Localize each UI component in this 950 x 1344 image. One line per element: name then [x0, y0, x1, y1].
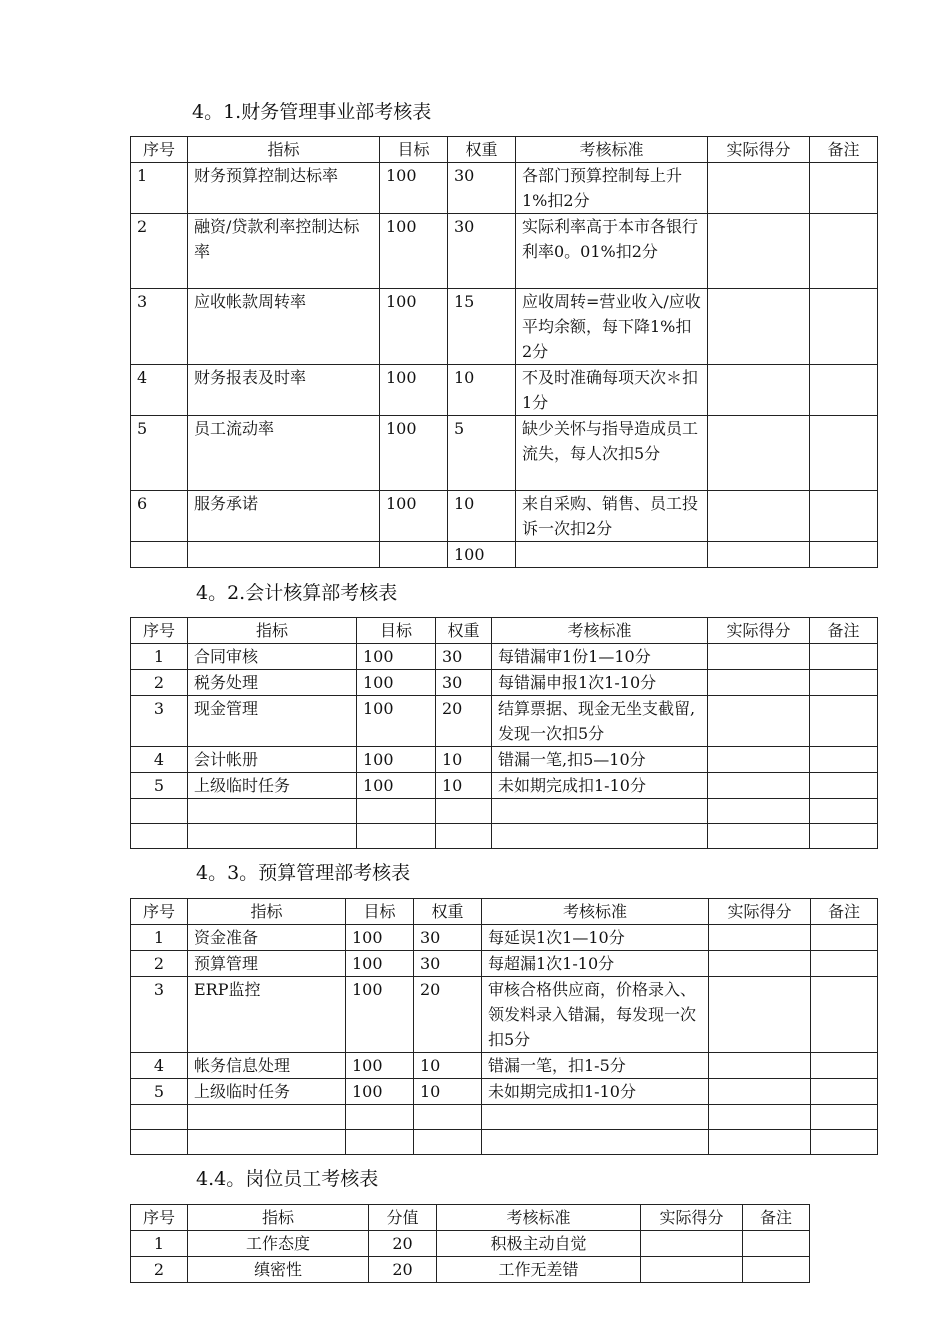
empty-cell	[811, 1105, 878, 1130]
header-cell: 指标	[188, 137, 380, 163]
header-cell: 指标	[188, 1205, 369, 1231]
note-cell	[810, 365, 878, 416]
note-cell	[743, 1231, 810, 1257]
metric-cell: 帐务信息处理	[188, 1053, 346, 1079]
metric-cell: 工作态度	[188, 1231, 369, 1257]
criteria-cell: 每错漏审1份1—10分	[492, 644, 708, 670]
finance-dept-table	[130, 136, 878, 568]
target-cell: 100	[346, 925, 414, 951]
empty-cell	[414, 1130, 482, 1155]
score-cell	[708, 670, 810, 696]
criteria-cell: 每错漏申报1次1-10分	[492, 670, 708, 696]
target-cell: 100	[380, 365, 448, 416]
header-cell: 指标	[188, 899, 346, 925]
index-cell: 1	[131, 1231, 188, 1257]
empty-cell	[810, 799, 878, 824]
index-cell: 6	[131, 491, 188, 542]
index-cell: 1	[131, 925, 188, 951]
criteria-cell: 错漏一笔，扣1-5分	[482, 1053, 709, 1079]
index-cell: 3	[131, 977, 188, 1053]
score-cell	[708, 289, 810, 365]
empty-cell	[357, 824, 436, 849]
empty-cell	[131, 824, 188, 849]
header-cell: 考核标准	[437, 1205, 641, 1231]
empty-cell	[492, 799, 708, 824]
table-row	[131, 163, 878, 214]
criteria-cell: 来自采购、销售、员工投诉一次扣2分	[516, 491, 708, 542]
criteria-cell: 错漏一笔,扣5—10分	[492, 747, 708, 773]
criteria-cell: 工作无差错	[437, 1257, 641, 1283]
target-cell	[380, 542, 448, 568]
target-cell: 100	[357, 644, 436, 670]
empty-cell	[414, 1105, 482, 1130]
empty-cell	[188, 824, 357, 849]
header-cell: 权重	[448, 137, 516, 163]
criteria-cell: 审核合格供应商，价格录入、领发料录入错漏，每发现一次扣5分	[482, 977, 709, 1053]
target-cell: 100	[357, 773, 436, 799]
empty-row	[131, 824, 878, 849]
weight-cell: 30	[414, 951, 482, 977]
score-cell	[708, 416, 810, 491]
header-cell: 实际得分	[641, 1205, 743, 1231]
weight-cell: 10	[448, 365, 516, 416]
budget-dept-table	[130, 898, 878, 1155]
empty-cell	[357, 799, 436, 824]
note-cell	[810, 773, 878, 799]
criteria-cell: 每超漏1次1-10分	[482, 951, 709, 977]
score-cell	[708, 491, 810, 542]
header-cell: 实际得分	[708, 618, 810, 644]
weight-cell: 30	[436, 670, 492, 696]
metric-cell: 融资/贷款利率控制达标率	[188, 214, 380, 289]
empty-cell	[188, 1130, 346, 1155]
score-cell	[708, 696, 810, 747]
header-cell: 实际得分	[708, 137, 810, 163]
score-cell	[709, 1053, 811, 1079]
target-cell: 100	[346, 1053, 414, 1079]
index-cell: 1	[131, 163, 188, 214]
note-cell	[810, 163, 878, 214]
header-cell: 目标	[346, 899, 414, 925]
header-cell: 序号	[131, 1205, 188, 1231]
score-cell	[641, 1257, 743, 1283]
index-cell: 4	[131, 1053, 188, 1079]
empty-cell	[709, 1130, 811, 1155]
index-cell: 3	[131, 289, 188, 365]
weight-cell: 30	[436, 644, 492, 670]
note-cell	[810, 747, 878, 773]
empty-row	[131, 799, 878, 824]
weight-cell: 30	[448, 214, 516, 289]
table-row	[131, 365, 878, 416]
empty-cell	[436, 824, 492, 849]
target-cell: 100	[357, 696, 436, 747]
section-1-title: 4。1.财务管理事业部考核表	[192, 101, 432, 123]
empty-cell	[482, 1105, 709, 1130]
note-cell	[810, 289, 878, 365]
metric-cell: 财务预算控制达标率	[188, 163, 380, 214]
weight-total-cell: 100	[448, 542, 516, 568]
metric-cell: 缜密性	[188, 1257, 369, 1283]
metric-cell: ERP监控	[188, 977, 346, 1053]
index-cell: 5	[131, 1079, 188, 1105]
note-cell	[810, 416, 878, 491]
score-cell	[708, 773, 810, 799]
note-cell	[811, 1053, 878, 1079]
table-header-row	[131, 137, 878, 163]
target-cell: 100	[357, 747, 436, 773]
metric-cell: 上级临时任务	[188, 773, 357, 799]
note-cell	[811, 977, 878, 1053]
note-cell	[811, 925, 878, 951]
header-cell: 目标	[380, 137, 448, 163]
table-row	[131, 644, 878, 670]
empty-cell	[346, 1130, 414, 1155]
header-cell: 备注	[810, 618, 878, 644]
metric-cell: 会计帐册	[188, 747, 357, 773]
metric-cell: 应收帐款周转率	[188, 289, 380, 365]
target-cell: 100	[380, 214, 448, 289]
score-cell	[709, 977, 811, 1053]
header-cell: 目标	[357, 618, 436, 644]
table-row	[131, 1053, 878, 1079]
metric-cell: 现金管理	[188, 696, 357, 747]
target-cell: 100	[380, 416, 448, 491]
target-cell: 100	[346, 951, 414, 977]
index-cell: 2	[131, 951, 188, 977]
table-row	[131, 214, 878, 289]
criteria-cell: 缺少关怀与指导造成员工流失，每人次扣5分	[516, 416, 708, 491]
points-cell: 20	[369, 1231, 437, 1257]
section-3-title: 4。3。预算管理部考核表	[196, 862, 411, 884]
empty-cell	[131, 799, 188, 824]
header-cell: 备注	[811, 899, 878, 925]
index-cell: 2	[131, 214, 188, 289]
target-cell: 100	[380, 289, 448, 365]
header-cell: 序号	[131, 899, 188, 925]
table-row	[131, 747, 878, 773]
header-cell: 序号	[131, 137, 188, 163]
table-row	[131, 289, 878, 365]
criteria-cell: 未如期完成扣1-10分	[482, 1079, 709, 1105]
index-cell: 3	[131, 696, 188, 747]
points-cell: 20	[369, 1257, 437, 1283]
note-cell	[810, 644, 878, 670]
empty-cell	[482, 1130, 709, 1155]
weight-cell: 10	[436, 773, 492, 799]
header-cell: 权重	[436, 618, 492, 644]
table-header-row	[131, 618, 878, 644]
index-cell: 2	[131, 1257, 188, 1283]
header-cell: 考核标准	[516, 137, 708, 163]
index-cell: 4	[131, 747, 188, 773]
score-cell	[709, 951, 811, 977]
target-cell: 100	[380, 491, 448, 542]
empty-row	[131, 1130, 878, 1155]
table-row	[131, 491, 878, 542]
table-header-row	[131, 899, 878, 925]
weight-cell: 10	[414, 1079, 482, 1105]
score-cell	[709, 925, 811, 951]
score-cell	[709, 1079, 811, 1105]
target-cell: 100	[380, 163, 448, 214]
table-total-row	[131, 542, 878, 568]
metric-cell: 资金准备	[188, 925, 346, 951]
metric-cell: 预算管理	[188, 951, 346, 977]
empty-row	[131, 1105, 878, 1130]
header-cell: 备注	[743, 1205, 810, 1231]
index-cell	[131, 542, 188, 568]
header-cell: 权重	[414, 899, 482, 925]
score-cell	[641, 1231, 743, 1257]
note-cell	[743, 1257, 810, 1283]
table-row	[131, 416, 878, 491]
score-cell	[708, 747, 810, 773]
metric-cell: 合同审核	[188, 644, 357, 670]
table-row	[131, 670, 878, 696]
header-cell: 指标	[188, 618, 357, 644]
metric-cell	[188, 542, 380, 568]
weight-cell: 30	[448, 163, 516, 214]
empty-cell	[492, 824, 708, 849]
metric-cell: 财务报表及时率	[188, 365, 380, 416]
criteria-cell: 未如期完成扣1-10分	[492, 773, 708, 799]
score-cell	[708, 163, 810, 214]
table-row	[131, 977, 878, 1053]
table-header-row	[131, 1205, 810, 1231]
metric-cell: 税务处理	[188, 670, 357, 696]
score-cell	[708, 365, 810, 416]
metric-cell: 上级临时任务	[188, 1079, 346, 1105]
weight-cell: 30	[414, 925, 482, 951]
empty-cell	[188, 799, 357, 824]
metric-cell: 服务承诺	[188, 491, 380, 542]
empty-cell	[436, 799, 492, 824]
score-cell	[708, 214, 810, 289]
weight-cell: 5	[448, 416, 516, 491]
empty-cell	[188, 1105, 346, 1130]
index-cell: 1	[131, 644, 188, 670]
weight-cell: 10	[436, 747, 492, 773]
header-cell: 备注	[810, 137, 878, 163]
note-cell	[810, 696, 878, 747]
header-cell: 分值	[369, 1205, 437, 1231]
target-cell: 100	[346, 977, 414, 1053]
table-row	[131, 773, 878, 799]
empty-cell	[810, 824, 878, 849]
empty-cell	[131, 1105, 188, 1130]
empty-cell	[708, 799, 810, 824]
criteria-cell: 实际利率高于本市各银行利率0。01%扣2分	[516, 214, 708, 289]
header-cell: 考核标准	[492, 618, 708, 644]
empty-cell	[346, 1105, 414, 1130]
weight-cell: 20	[436, 696, 492, 747]
note-cell	[810, 670, 878, 696]
empty-cell	[811, 1130, 878, 1155]
score-cell	[708, 644, 810, 670]
header-cell: 考核标准	[482, 899, 709, 925]
metric-cell: 员工流动率	[188, 416, 380, 491]
weight-cell: 10	[448, 491, 516, 542]
table-row	[131, 951, 878, 977]
table-row	[131, 1079, 878, 1105]
note-cell	[810, 214, 878, 289]
weight-cell: 10	[414, 1053, 482, 1079]
note-cell	[810, 491, 878, 542]
criteria-cell	[516, 542, 708, 568]
criteria-cell: 应收周转=营业收入/应收平均余额，每下降1%扣2分	[516, 289, 708, 365]
accounting-dept-table	[130, 617, 878, 849]
index-cell: 4	[131, 365, 188, 416]
section-2-title: 4。2.会计核算部考核表	[196, 582, 398, 604]
index-cell: 5	[131, 773, 188, 799]
criteria-cell: 每延误1次1—10分	[482, 925, 709, 951]
note-cell	[811, 1079, 878, 1105]
weight-cell: 15	[448, 289, 516, 365]
empty-cell	[708, 824, 810, 849]
note-cell	[811, 951, 878, 977]
score-cell	[708, 542, 810, 568]
section-4-title: 4.4。岗位员工考核表	[196, 1168, 379, 1190]
empty-cell	[709, 1105, 811, 1130]
header-cell: 序号	[131, 618, 188, 644]
table-row	[131, 1231, 810, 1257]
index-cell: 5	[131, 416, 188, 491]
header-cell: 实际得分	[709, 899, 811, 925]
table-row	[131, 925, 878, 951]
note-cell	[810, 542, 878, 568]
index-cell: 2	[131, 670, 188, 696]
empty-cell	[131, 1130, 188, 1155]
criteria-cell: 结算票据、现金无坐支截留,发现一次扣5分	[492, 696, 708, 747]
target-cell: 100	[357, 670, 436, 696]
table-row	[131, 1257, 810, 1283]
criteria-cell: 不及时准确每项天次＊扣1分	[516, 365, 708, 416]
staff-table	[130, 1204, 810, 1283]
criteria-cell: 积极主动自觉	[437, 1231, 641, 1257]
table-row	[131, 696, 878, 747]
weight-cell: 20	[414, 977, 482, 1053]
criteria-cell: 各部门预算控制每上升1%扣2分	[516, 163, 708, 214]
target-cell: 100	[346, 1079, 414, 1105]
